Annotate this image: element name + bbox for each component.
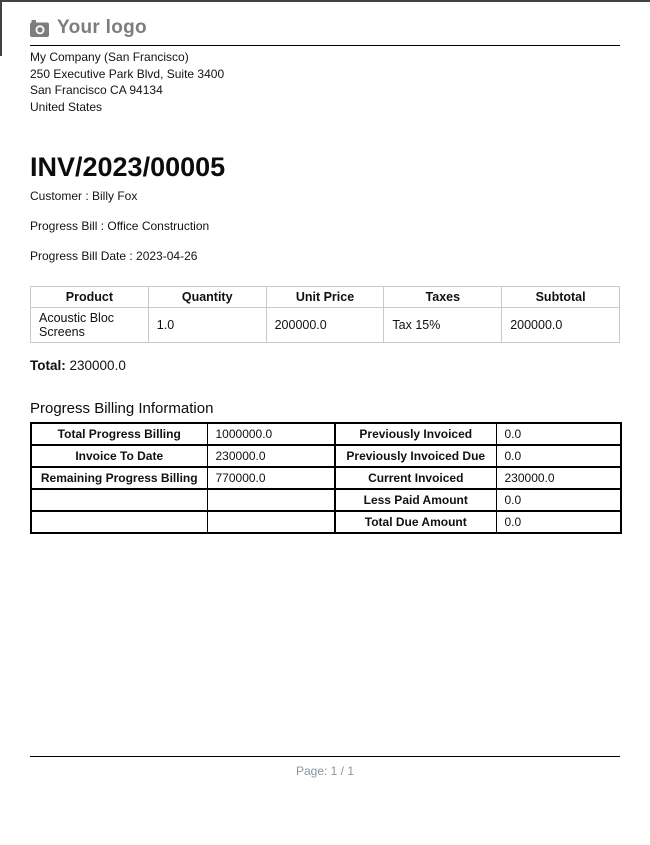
col-header-subtotal: Subtotal: [502, 287, 620, 308]
value-total-due-amount: 0.0: [496, 511, 621, 533]
company-name: My Company (San Francisco): [30, 50, 189, 64]
company-country: United States: [30, 99, 103, 114]
customer-line: Customer : Billy Fox: [30, 189, 138, 203]
value-invoice-to-date: 230000.0: [207, 445, 335, 467]
empty-cell: [207, 489, 335, 511]
label-previously-invoiced-due: Previously Invoiced Due: [335, 445, 496, 467]
invoice-number-title: INV/2023/00005: [30, 152, 226, 182]
cell-quantity: 1.0: [148, 308, 266, 343]
company-address-block: [30, 49, 620, 115]
company-city: San Francisco CA 94134: [30, 83, 163, 97]
label-total-due-amount: Total Due Amount: [335, 511, 496, 533]
label-invoice-to-date: Invoice To Date: [31, 445, 207, 467]
empty-cell: [31, 511, 207, 533]
label-remaining-progress-billing: Remaining Progress Billing: [31, 467, 207, 489]
total-value: 230000.0: [69, 358, 126, 373]
col-header-quantity: Quantity: [148, 287, 266, 308]
progress-row-4: [31, 489, 621, 511]
col-header-taxes: Taxes: [384, 287, 502, 308]
camera-icon: [30, 20, 49, 37]
product-table-header-row: [31, 287, 620, 308]
total-label: Total:: [30, 358, 66, 373]
page-footer: [30, 756, 620, 778]
empty-cell: [31, 489, 207, 511]
value-previously-invoiced-due: 0.0: [496, 445, 621, 467]
value-total-progress-billing: 1000000.0: [207, 423, 335, 445]
window-top-edge: [0, 0, 650, 2]
cell-unit-price: 200000.0: [266, 308, 384, 343]
progress-row-5: [31, 511, 621, 533]
label-less-paid-amount: Less Paid Amount: [335, 489, 496, 511]
progress-bill-date-line: Progress Bill Date : 2023-04-26: [30, 249, 198, 263]
empty-cell: [207, 511, 335, 533]
company-street: 250 Executive Park Blvd, Suite 3400: [30, 66, 225, 81]
label-total-progress-billing: Total Progress Billing: [31, 423, 207, 445]
product-table-row: [31, 308, 620, 343]
product-table: [30, 286, 620, 343]
total-line: [30, 358, 620, 373]
value-remaining-progress-billing: 770000.0: [207, 467, 335, 489]
label-previously-invoiced: Previously Invoiced: [335, 423, 496, 445]
value-less-paid-amount: 0.0: [496, 489, 621, 511]
col-header-product: Product: [31, 287, 149, 308]
label-current-invoiced: Current Invoiced: [335, 467, 496, 489]
value-previously-invoiced: 0.0: [496, 423, 621, 445]
progress-bill-line: Progress Bill : Office Construction: [30, 219, 210, 233]
progress-billing-heading: Progress Billing Information: [30, 400, 214, 417]
col-header-unit-price: Unit Price: [266, 287, 384, 308]
window-left-edge: [0, 0, 2, 56]
page-number: Page: 1 / 1: [295, 764, 355, 778]
value-current-invoiced: 230000.0: [496, 467, 621, 489]
header-divider: [30, 45, 620, 46]
logo-placeholder-text: Your logo: [57, 17, 147, 38]
footer-divider: [30, 756, 620, 757]
company-logo: [30, 15, 620, 41]
progress-billing-table: [30, 422, 622, 534]
cell-taxes: Tax 15%: [384, 308, 502, 343]
progress-row-2: [31, 445, 621, 467]
progress-row-3: [31, 467, 621, 489]
progress-row-1: [31, 423, 621, 445]
cell-product: Acoustic Bloc Screens: [31, 308, 149, 343]
cell-subtotal: 200000.0: [502, 308, 620, 343]
